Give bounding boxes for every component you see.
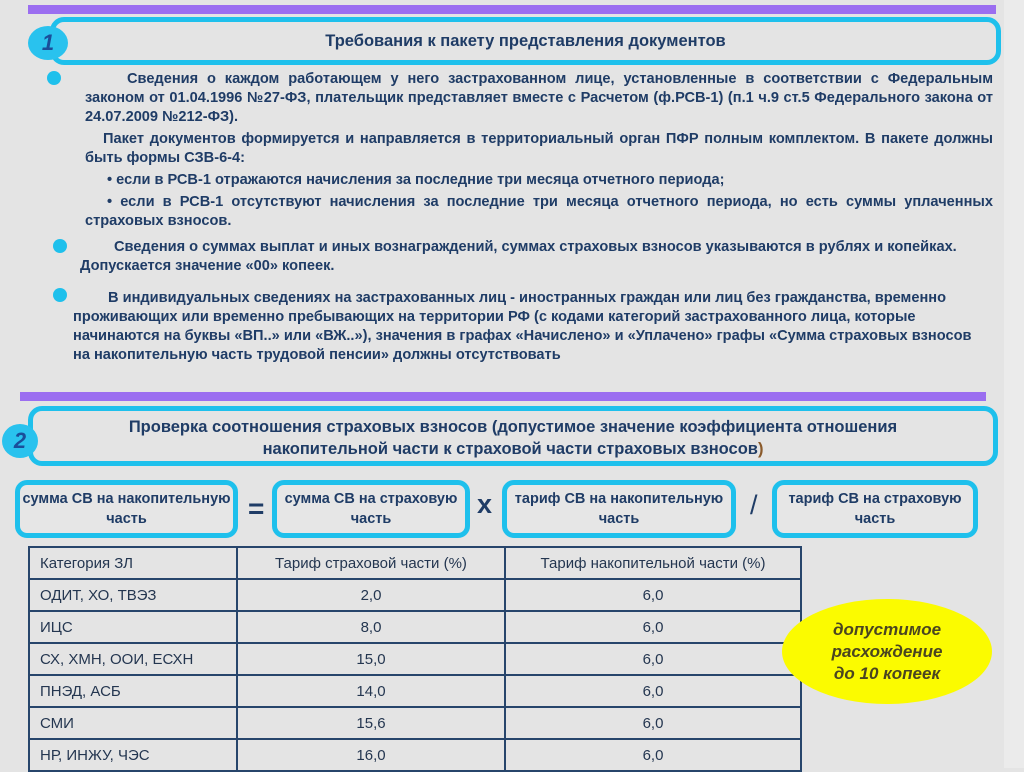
table-row: [29, 707, 801, 739]
table-row: [29, 739, 801, 771]
cell-cumulative-tariff: 6,0: [505, 579, 801, 611]
bullet-dot-1: [47, 71, 61, 85]
header-cumulative-tariff: Тариф накопительной части (%): [505, 547, 801, 579]
section2-title: [33, 416, 993, 460]
formula-box-insurance-tariff: тариф СВ на страховую часть: [772, 480, 978, 538]
table-row: [29, 643, 801, 675]
middle-divider-bar: [20, 392, 986, 401]
cell-insurance-tariff: 2,0: [237, 579, 505, 611]
cell-insurance-tariff: 15,0: [237, 643, 505, 675]
cell-cumulative-tariff: 6,0: [505, 707, 801, 739]
bullet-1-subitem-2: • если в РСВ-1 отсутствуют начисления за последние три месяца отчетного периода, но есть суммы уплаченных страховых взносов.: [85, 194, 993, 229]
right-margin-strip: [1004, 0, 1024, 768]
divide-sign: /: [750, 490, 758, 520]
formula-box-insurance-sum: сумма СВ на страховую часть: [272, 480, 470, 538]
bullet-2-text: [80, 238, 960, 276]
section2-number-badge: 2: [2, 424, 38, 458]
section1-number-badge: 1: [28, 26, 68, 60]
bullet-1-subitem-1: • если в РСВ-1 отражаются начисления за последние три месяца отчетного периода;: [107, 172, 725, 188]
top-divider-bar: [28, 5, 996, 14]
bullet-2-paragraph: Сведения о суммах выплат и иных вознаграждений, суммах страховых взносов указываются в рублях и копейках. Допускается значение «00» копеек.: [80, 239, 957, 274]
cell-insurance-tariff: 15,6: [237, 707, 505, 739]
cell-cumulative-tariff: 6,0: [505, 739, 801, 771]
section1-title: Требования к пакету представления документов: [325, 32, 726, 50]
section2-title-line1: Проверка соотношения страховых взносов (допустимое значение коэффициента отношения: [128, 418, 898, 436]
section1-header-box: [50, 17, 1001, 65]
bullet-1-paragraph-1: Сведения о каждом работающем у него застрахованном лице, установленные в соответствии с Федеральным законом от 01.04.1996 №27-ФЗ, плательщик представляет вместе с Расчетом (ф.РСВ-1) (п.1 ч.9 ст.5 Федерального закона от 24.07.2009 №212-ФЗ).: [85, 71, 993, 125]
note-line-3: до 10 копеек: [833, 663, 941, 683]
cell-category: ПНЭД, АСБ: [29, 675, 237, 707]
cell-insurance-tariff: 14,0: [237, 675, 505, 707]
bullet-3-text: [73, 289, 983, 365]
note-line-2: расхождение: [831, 641, 943, 661]
section2-header-box: [28, 406, 998, 466]
table-row: [29, 611, 801, 643]
section2-title-closing-paren: ): [757, 440, 764, 458]
note-line-1: допустимое: [832, 619, 942, 639]
table-row: [29, 675, 801, 707]
cell-category: НР, ИНЖУ, ЧЭС: [29, 739, 237, 771]
bullet-1-text: [85, 70, 993, 231]
section2-title-line2: [33, 438, 993, 460]
bullet-3-paragraph: В индивидуальных сведениях на застрахованных лиц - иностранных граждан или лиц без гражданства, временно проживающих или временно пребывающих на территории РФ (с кодами категорий застрахованного лица, которые начинаются на буквы «ВП..» или «ВЖ..»), значения в графах «Начислено» и «Уплачено» графы «Сумма страховых взносов на накопительную часть трудовой пенсии» должны отсутствовать: [73, 290, 972, 363]
cell-cumulative-tariff: 6,0: [505, 675, 801, 707]
bullet-dot-3: [53, 288, 67, 302]
tariff-table: [28, 546, 802, 772]
cell-category: СХ, ХМН, ООИ, ЕСХН: [29, 643, 237, 675]
bullet-1-paragraph-2: Пакет документов формируется и направляется в территориальный орган ПФР полным комплектом. В пакете должны быть формы СЗВ-6-4:: [85, 131, 993, 166]
formula-box-cumulative-sum: сумма СВ на накопительную часть: [15, 480, 238, 538]
table-row: [29, 579, 801, 611]
equals-sign: =: [248, 493, 265, 524]
cell-cumulative-tariff: 6,0: [505, 611, 801, 643]
tolerance-note-ellipse: [782, 599, 992, 704]
cell-category: ИЦС: [29, 611, 237, 643]
table-header-row: [29, 547, 801, 579]
multiply-sign: x: [477, 489, 493, 519]
cell-category: ОДИТ, ХО, ТВЭЗ: [29, 579, 237, 611]
header-insurance-tariff: Тариф страховой части (%): [237, 547, 505, 579]
formula-box-cumulative-tariff: тариф СВ на накопительную часть: [502, 480, 736, 538]
bullet-dot-2: [53, 239, 67, 253]
cell-category: СМИ: [29, 707, 237, 739]
cell-insurance-tariff: 8,0: [237, 611, 505, 643]
section2-title-line2-text: накопительной части к страховой части страховых взносов: [262, 440, 758, 458]
cell-cumulative-tariff: 6,0: [505, 643, 801, 675]
cell-insurance-tariff: 16,0: [237, 739, 505, 771]
header-category: Категория ЗЛ: [29, 547, 237, 579]
